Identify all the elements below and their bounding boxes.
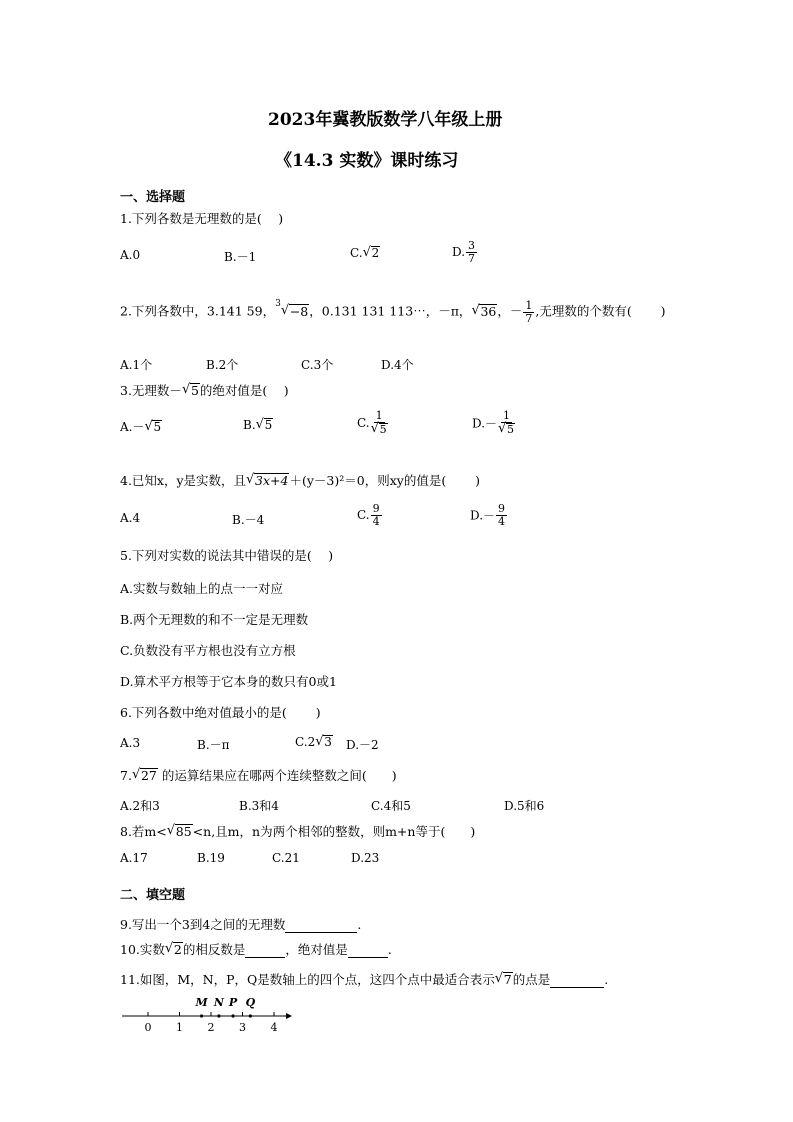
q7-option-c: C.4和5 <box>371 799 411 813</box>
question-3-stem: 3.无理数－ √ 5的绝对值是( ) <box>120 382 289 398</box>
q10-opposite-blank[interactable] <box>245 942 285 958</box>
q2-option-a: A.1个 <box>120 358 153 372</box>
q2-option-b: B.2个 <box>206 358 239 372</box>
q10-abs-blank[interactable] <box>348 942 388 958</box>
q4-option-c: C. $\frac{9}{4}$ <box>357 502 380 528</box>
q6-option-b: B.－π <box>197 738 230 752</box>
number-line-point <box>231 1014 234 1017</box>
section-heading-choice: 一、选择题 <box>120 190 186 205</box>
q3-option-b: B. √ 5 <box>243 417 273 432</box>
q8-option-b: B.19 <box>197 851 225 865</box>
q3-option-c: C. 1 √ 5 <box>357 409 387 436</box>
number-line-tick-label: 3 <box>239 1021 246 1034</box>
q5-option-c: C.负数没有平方根也没有立方根 <box>120 643 296 658</box>
number-line-point-label: M <box>195 996 208 1009</box>
q2-option-c: C.3个 <box>301 358 334 372</box>
q11-answer-blank[interactable] <box>550 972 604 988</box>
q4-option-a: A.4 <box>120 511 141 525</box>
q6-option-d: D.－2 <box>346 738 379 752</box>
q6-option-a: A.3 <box>120 736 141 750</box>
q3-option-d: D.－ 1 √ 5 <box>472 409 515 436</box>
number-line-point <box>249 1014 252 1017</box>
number-line-figure <box>118 994 298 1036</box>
q4-option-b: B.－4 <box>232 513 265 527</box>
q9-answer-blank[interactable] <box>285 917 357 933</box>
question-9-stem: 9.写出一个3到4之间的无理数 . <box>120 917 362 932</box>
question-7-stem: 7. √ 27 的运算结果应在哪两个连续整数之间( ) <box>120 767 397 783</box>
number-line-tick-label: 4 <box>270 1021 278 1034</box>
number-line-arrow <box>286 1013 292 1019</box>
q2-option-d: D.4个 <box>381 358 414 372</box>
q1-option-d: D. $\frac{3}{7}$ <box>452 239 476 265</box>
q3-option-a: A.－ √ 5 <box>120 419 162 434</box>
number-line-point <box>200 1014 203 1017</box>
q8-option-d: D.23 <box>351 851 380 865</box>
q8-option-c: C.21 <box>272 851 300 865</box>
section-heading-fill: 二、填空题 <box>120 888 186 903</box>
question-2-stem: 2.下列各数中，3.141 59，$^3$ √ −8，0.131 131 113⋯，－π， √ 36，－ $\frac{1}{7}$ ,无理数的个数有( ) <box>120 299 666 325</box>
page-title: 2023年冀教版数学八年级上册 <box>268 110 503 130</box>
number-line-point-label: Q <box>245 996 256 1009</box>
q1-option-c: C. √ 2 <box>350 245 380 260</box>
number-line-point-label: P <box>228 996 238 1009</box>
q5-option-b: B.两个无理数的和不一定是无理数 <box>120 612 309 627</box>
q7-option-b: B.3和4 <box>239 799 279 813</box>
question-4-stem: 4.已知x，y是实数，且 √ 3x+4＋(y－3)²＝0，则xy的值是( ) <box>120 472 481 488</box>
question-6-stem: 6.下列各数中绝对值最小的是( ) <box>120 705 321 720</box>
q6-option-c: C.2 √ 3 <box>295 734 332 749</box>
number-line-tick-label: 1 <box>176 1021 183 1034</box>
question-11-stem: 11.如图，M，N，P，Q是数轴上的四个点，这四个点中最适合表示 √ 7的点是 . <box>120 971 609 987</box>
q8-option-a: A.17 <box>120 851 148 865</box>
q1-option-a: A.0 <box>120 248 141 262</box>
number-line-tick-label: 0 <box>144 1021 152 1034</box>
q7-option-d: D.5和6 <box>504 799 545 813</box>
question-10-stem: 10.实数 √ 2的相反数是 ，绝对值是 . <box>120 941 392 957</box>
number-line-point-label: N <box>213 996 224 1009</box>
q7-option-a: A.2和3 <box>120 799 160 813</box>
question-1-stem: 1.下列各数是无理数的是( ) <box>120 211 284 226</box>
number-line-point <box>217 1014 220 1017</box>
number-line-tick-label: 2 <box>207 1021 215 1034</box>
q5-option-a: A.实数与数轴上的点一一对应 <box>120 581 284 596</box>
q1-option-b: B.－1 <box>224 250 257 264</box>
q5-option-d: D.算术平方根等于它本身的数只有0或1 <box>120 674 337 689</box>
question-5-stem: 5.下列对实数的说法其中错误的是( ) <box>120 548 334 563</box>
question-8-stem: 8.若m< √ 85<n,且m，n为两个相邻的整数，则m+n等于( ) <box>120 823 476 839</box>
q4-option-d: D.－ $\frac{9}{4}$ <box>470 502 506 528</box>
page-subtitle: 《14.3 实数》课时练习 <box>275 151 459 171</box>
